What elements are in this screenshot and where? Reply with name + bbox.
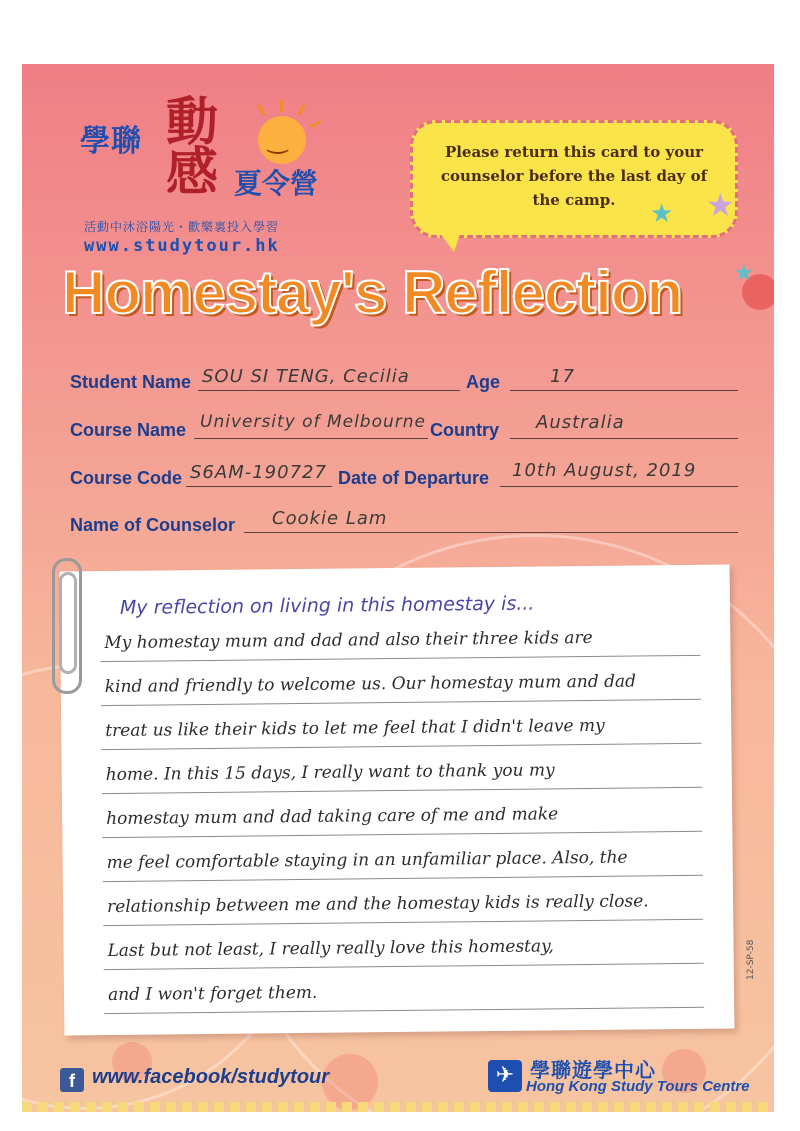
org-name-cn: 學聯遊學中心 [530,1058,656,1082]
departure-date-label: Date of Departure [338,468,490,488]
notice-text: Please return this card to your counselor before the last day of the camp. [440,143,708,209]
age-label: Age [466,372,501,392]
ruled-line [101,743,701,750]
counselor-value: Cookie Lam [272,508,388,529]
logo-name-cn: 學聯 [80,124,142,159]
paperclip-inner [59,572,77,674]
student-name-label: Student Name [70,372,192,392]
logo-brand-big: 動感 [165,93,218,203]
reflection-heading: My reflection on living in this homestay is... [119,592,535,619]
page-title: Homestay's Reflection [62,259,683,326]
logo-tagline: 活動中沐浴陽光・歡樂裏投入學習 [84,220,280,234]
logo-url: www.studytour.hk [84,236,280,256]
departure-date-value: 10th August, 2019 [512,460,697,481]
course-name-line [194,438,428,439]
facebook-icon: f [60,1068,84,1092]
notice-bubble-tail [436,228,462,252]
facebook-link[interactable]: www.facebook/studytour [92,1066,330,1088]
reflection-paper [60,565,735,1036]
reflection-line: Last but not least, I really really love this homestay, [107,936,554,962]
reflection-line: My homestay mum and dad and also their three kids are [104,627,593,654]
bottom-border [22,1102,774,1112]
ruled-line [101,655,701,662]
ruled-line [102,831,702,838]
reflection-line: home. In this 15 days, I really want to thank you my [105,760,555,786]
reflection-line: relationship between me and the homestay kids is really close. [107,891,649,918]
star-icon: ★ [650,198,674,228]
student-name-value: SOU SI TENG, Cecilia [202,366,410,387]
course-code-line [186,486,332,487]
reflection-line: treat us like their kids to let me feel that I didn't leave my [105,715,605,742]
age-line [510,390,738,391]
age-value: 17 [550,366,575,387]
departure-date-line [500,486,738,487]
sun-ray [280,100,283,112]
star-icon: ★ [734,260,754,285]
counselor-label: Name of Counselor [70,515,236,535]
country-line [510,438,738,439]
org-name-en: Hong Kong Study Tours Centre [526,1078,750,1095]
ruled-line [104,1007,704,1014]
reflection-line: kind and friendly to welcome us. Our homestay mum and dad [104,671,637,698]
ruled-line [103,919,703,926]
country-value: Australia [536,412,625,433]
star-icon: ★ [706,187,735,223]
counselor-line [244,532,738,533]
ruled-line [103,875,703,882]
course-code-label: Course Code [70,468,183,488]
ruled-line [104,963,704,970]
course-name-label: Course Name [70,420,187,440]
ruled-line [102,787,702,794]
airplane-icon: ✈ [488,1060,522,1092]
reflection-line: and I won't forget them. [107,982,318,1006]
reflection-line: homestay mum and dad taking care of me and make [106,804,559,830]
logo-brand-small: 夏令營 [234,167,319,200]
course-name-value: University of Melbourne [200,412,426,432]
smile-icon: ‿ [268,127,288,154]
student-name-line [198,390,460,391]
ruled-line [101,699,701,706]
country-label: Country [430,420,499,440]
course-code-value: S6AM-190727 [190,462,327,483]
form-code: 12-SP-58 [746,939,756,980]
reflection-line: me feel comfortable staying in an unfamiliar place. Also, the [106,847,628,874]
